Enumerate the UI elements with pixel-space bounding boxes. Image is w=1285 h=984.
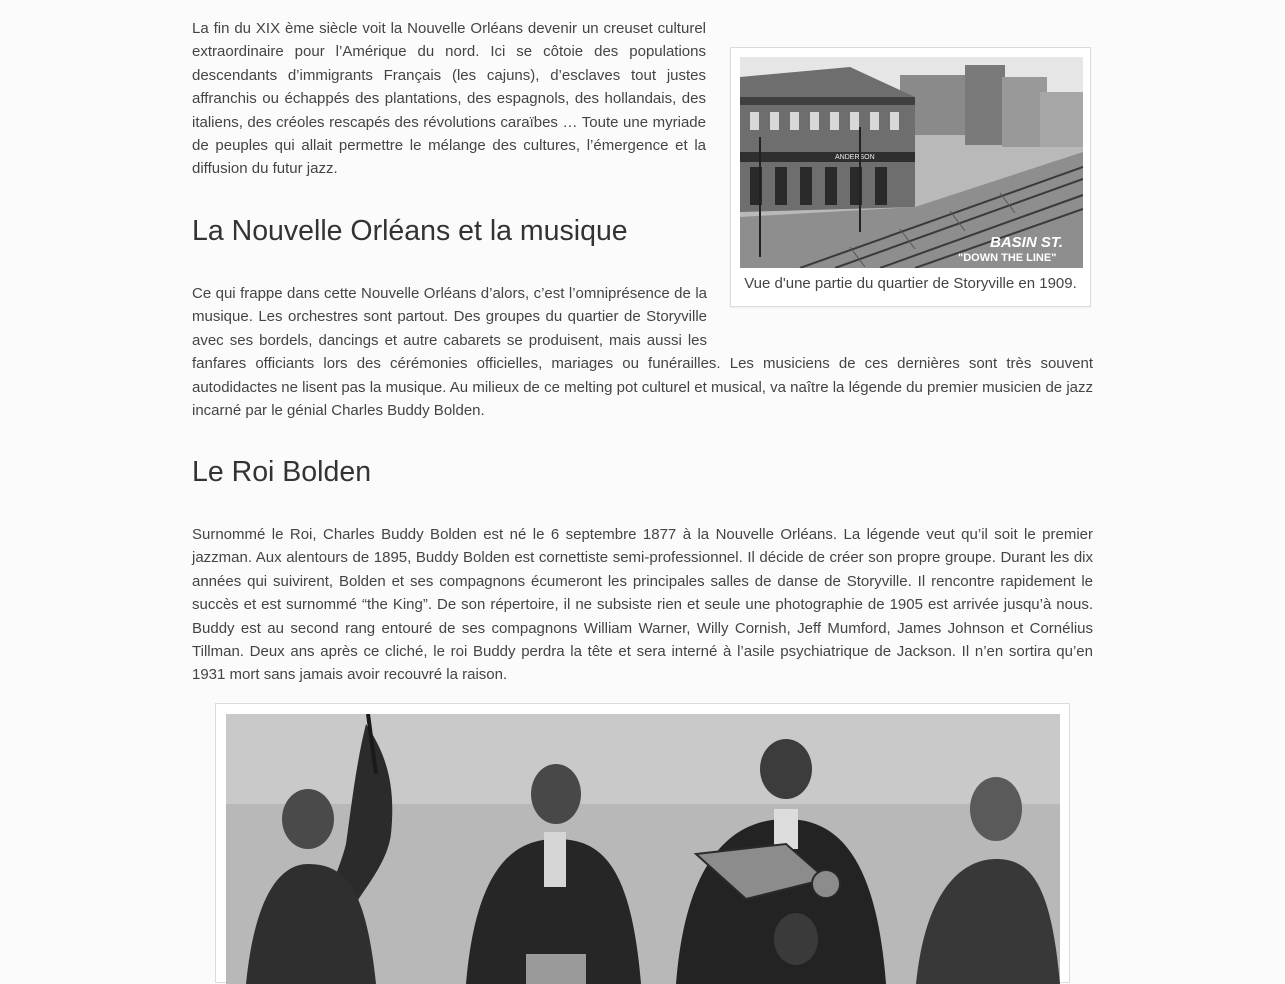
down-the-line-sign: "DOWN THE LINE" [958,252,1057,264]
storyville-photo[interactable] [740,57,1083,268]
anderson-sign: ANDERSON [835,154,875,161]
basin-sign: BASIN ST. [990,234,1064,251]
storyville-caption: Vue d'une partie du quartier de Storyville en 1909. [744,275,1077,292]
bolden-paragraph: Surnommé le Roi, Charles Buddy Bolden est né le 6 septembre 1877 à la Nouvelle Orléans. La légende veut qu’il soit le premier jazzman. Aux alentours de 1895, Buddy Bolden est cornettiste semi-professionnel. Il décide de créer son propre groupe. Durant les dix années qui suivirent, Bolden et ses compagnons écumeront les principales salles de danse de Storyville. Il rencontre rapidement le succès et est surnommé “the King”. De son répertoire, il ne subsiste rien et seule une photographie de 1905 est arrivée jusqu’à nous. Buddy est au second rang entouré de ses compagnons William Warner, Willy Cornish, Jeff Mumford, James Johnson et Cornélius Tillman. Deux ans après ce cliché, le roi Buddy perdra la tête et sera interné à l’asile psychiatrique de Jackson. Il n’en sortira qu’en 1931 mort sans jamais avoir recouvré la raison. [192,526,1093,684]
intro-paragraph: La fin du XIX ème siècle voit la Nouvelle Orléans devenir un creuset culturel extraordinaire pour l’Amérique du nord. Ici se côtoie des populations descendants d’immigrants Français (les cajuns), d’esclaves tout justes affranchis ou échappés des plantations, des espagnols, des hollandais, des italiens, des créoles rescapés des révolutions caraïbes … Toute une myriade de peuples qui allait permettre le mélange des cultures, l’émergence et la diffusion du futur jazz. [192,20,706,178]
music-paragraph-text: Ce qui frappe dans cette Nouvelle Orléans d’alors, c’est l’omniprésence de la musique. Les orchestres sont partout. Des groupes du quartier de Storyville avec ses bordels, dancings et autre cabarets se produisent, mais aussi les fanfares officiants lors des cérémonies officielles, mariages ou funérailles. Les musiciens de ces dernières sont très souvent autodidactes ne lisent pas la musique. Au milieux de ce melting pot culturel et musical, va naître la légende du premier musicien de jazz incarné par le génial Charles Buddy Bolden. [192,285,1093,420]
bolden-band-figure [215,703,1070,983]
bolden-band-photo[interactable] [226,714,1060,984]
storyville-figure [730,47,1091,307]
section-title-bolden: Le Roi Bolden [192,456,372,488]
section-title-music: La Nouvelle Orléans et la musique [192,215,628,247]
